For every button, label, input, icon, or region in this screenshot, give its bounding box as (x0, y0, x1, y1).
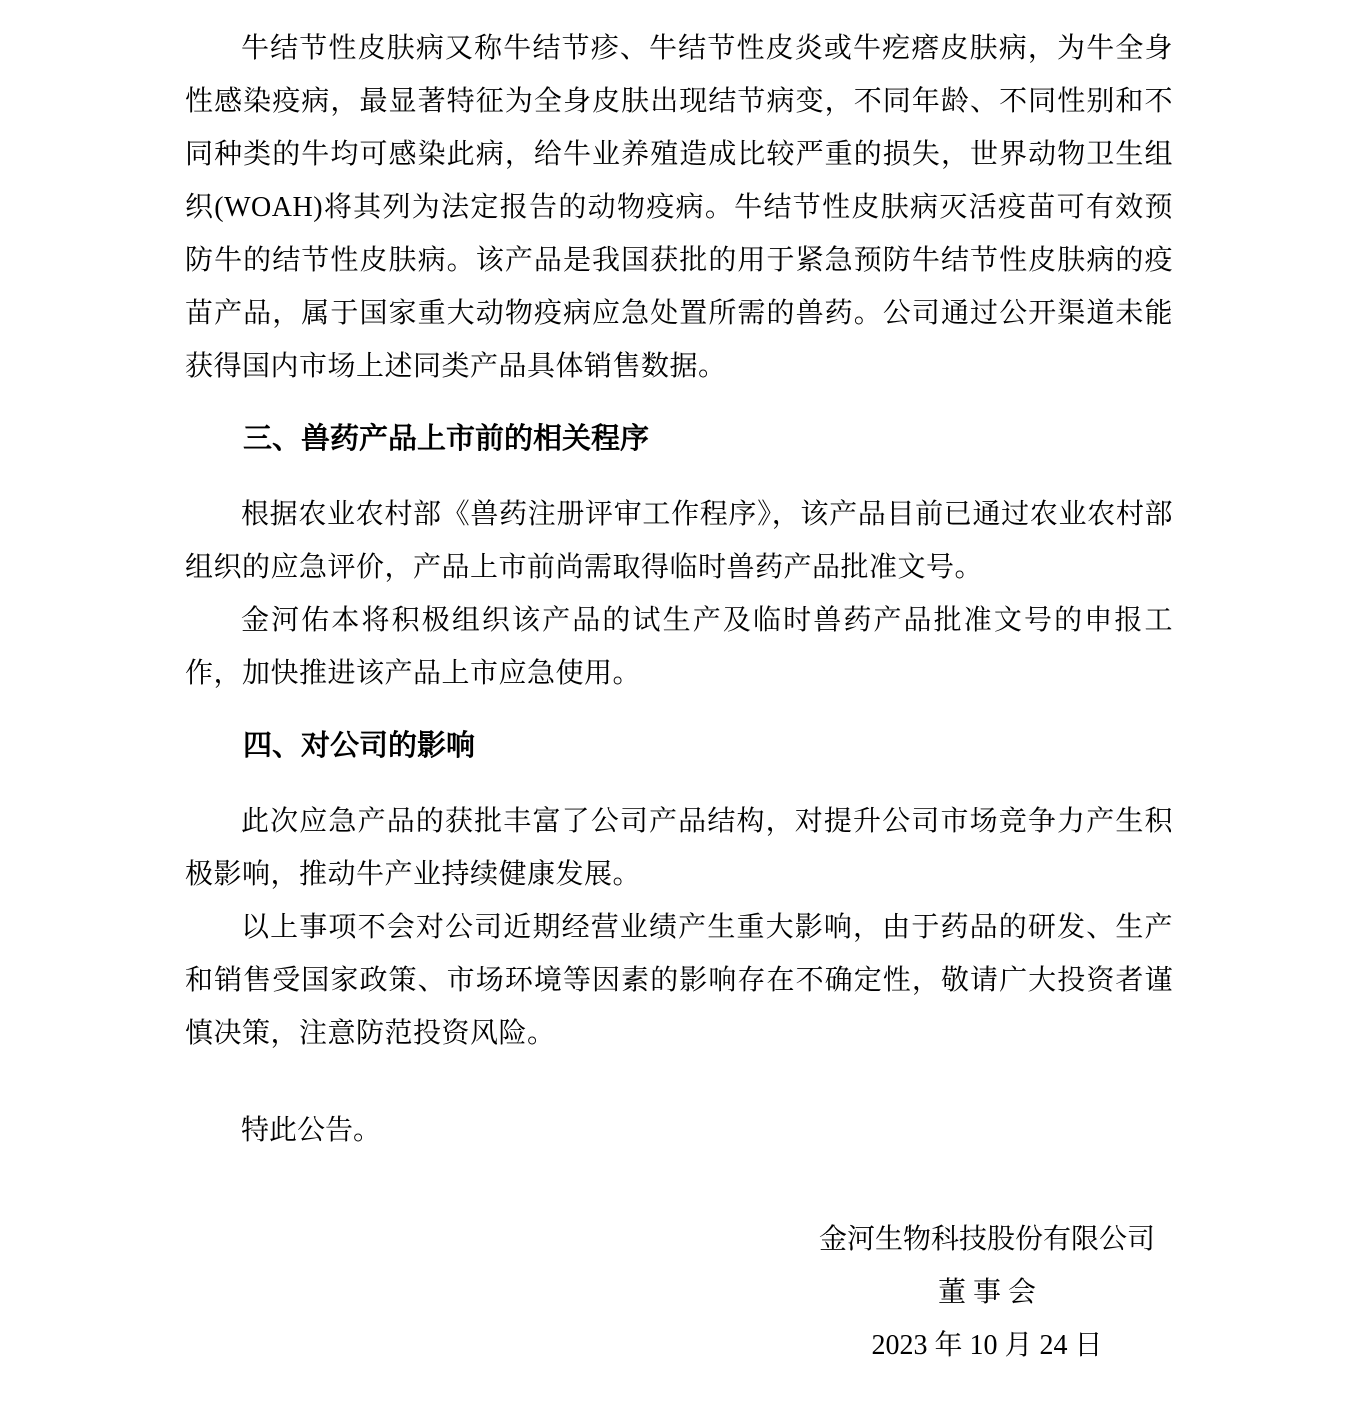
paragraph: 根据农业农村部《兽药注册评审工作程序》，该产品目前已通过农业农村部组织的应急评价，产品上市前尚需取得临时兽药产品批准文号。 (185, 499, 1173, 583)
paragraph: 金河佑本将积极组织该产品的试生产及临时兽药产品批准文号的申报工作，加快推进该产品上市应急使用。 (185, 605, 1173, 689)
paragraph: 牛结节性皮肤病又称牛结节疹、牛结节性皮炎或牛疙瘩皮肤病，为牛全身性感染疫病，最显著特征为全身皮肤出现结节病变，不同年龄、不同性别和不同种类的牛均可感染此病，给牛业养殖造成比较严重的损失，世界动物卫生组织(WOAH)将其列为法定报告的动物疫病。牛结节性皮肤病灭活疫苗可有效预防牛的结节性皮肤病。该产品是我国获批的用于紧急预防牛结节性皮肤病的疫苗产品，属于国家重大动物疫病应急处置所需的兽药。公司通过公开渠道未能获得国内市场上述同类产品具体销售数据。 (185, 33, 1173, 382)
signature-date: 2023 年 10 月 24 日 (871, 1330, 1103, 1361)
document-content (185, 22, 1173, 1372)
signature-board-label: 董 事 会 (937, 1277, 1036, 1308)
section-heading: 三、兽药产品上市前的相关程序 (243, 423, 650, 455)
paragraph: 以上事项不会对公司近期经营业绩产生重大影响，由于药品的研发、生产和销售受国家政策、市场环境等因素的影响存在不确定性，敬请广大投资者谨慎决策，注意防范投资风险。 (185, 912, 1173, 1049)
paragraph: 此次应急产品的获批丰富了公司产品结构，对提升公司市场竞争力产生积极影响，推动牛产业持续健康发展。 (185, 806, 1173, 890)
signature-company-name: 金河生物科技股份有限公司 (818, 1224, 1155, 1255)
document-body (185, 22, 1173, 1157)
closing-paragraph: 特此公告。 (241, 1115, 382, 1146)
section-heading: 四、对公司的影响 (243, 730, 476, 762)
signature-block (817, 1213, 1157, 1372)
